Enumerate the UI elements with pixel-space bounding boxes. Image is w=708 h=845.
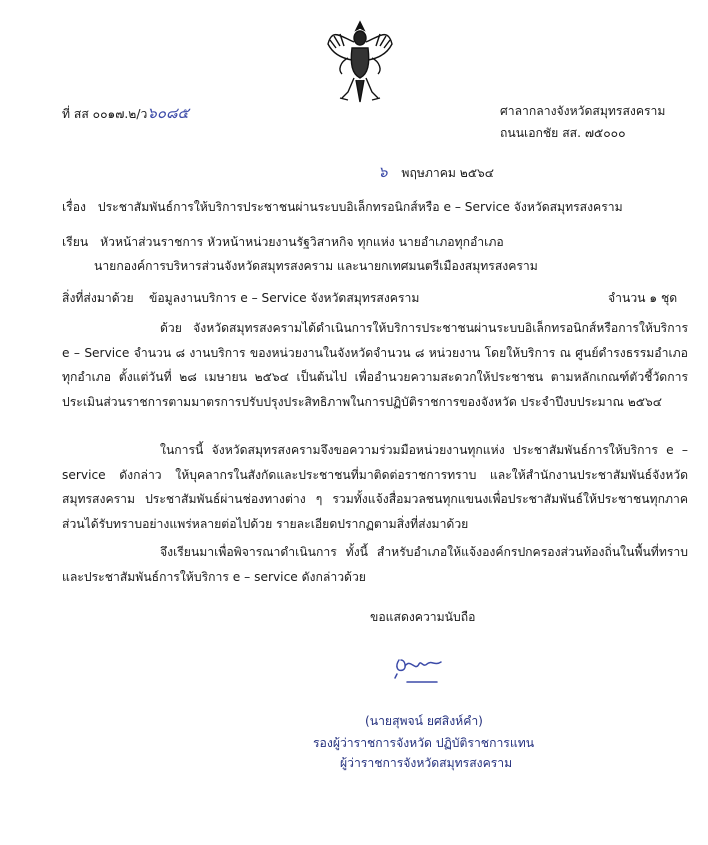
enclosure-text: ข้อมูลงานบริการ e – Service จังหวัดสมุทรสงคราม xyxy=(149,291,420,305)
signature-icon xyxy=(393,652,447,686)
office-address-line2: ถนนเอกชัย สส. ๗๕๐๐๐ xyxy=(500,126,626,140)
closing-regards: ขอแสดงความนับถือ xyxy=(370,610,476,624)
reference-prefix: ที่ สส ๐๐๑๗.๒/ว xyxy=(62,107,148,121)
subject-line xyxy=(62,198,623,217)
enclosure-label: สิ่งที่ส่งมาด้วย xyxy=(62,291,134,305)
signatory-name: (นายสุพจน์ ยศสิงห์คำ) xyxy=(365,714,483,728)
subject-text: ประชาสัมพันธ์การให้บริการประชาชนผ่านระบบอิเล็กทรอนิกส์หรือ e – Service จังหวัดสมุทรสงคราม xyxy=(97,200,623,214)
enclosure-count: จำนวน ๑ ชุด xyxy=(608,291,678,305)
office-address-line1: ศาลากลางจังหวัดสมุทรสงคราม xyxy=(500,104,666,118)
body-paragraph-3 xyxy=(62,540,688,589)
date-day-handwritten: ๖ xyxy=(378,163,388,181)
recipient-text2: นายกองค์การบริหารส่วนจังหวัดสมุทรสงคราม และนายกเทศมนตรีเมืองสมุทรสงคราม xyxy=(94,259,538,273)
letter-date xyxy=(378,160,494,184)
recipient-text1: หัวหน้าส่วนราชการ หัวหน้าหน่วยงานรัฐวิสาหกิจ ทุกแห่ง นายอำเภอทุกอำเภอ xyxy=(100,235,504,249)
reference-number xyxy=(62,101,189,125)
signatory-title-line2: ผู้ว่าราชการจังหวัดสมุทรสงคราม xyxy=(340,756,513,770)
date-month-year: พฤษภาคม ๒๕๖๔ xyxy=(401,166,495,180)
recipient-line1 xyxy=(62,233,504,252)
body-paragraph-2 xyxy=(62,438,688,536)
subject-label: เรื่อง xyxy=(62,200,86,214)
body-paragraph-2-text: ในการนี้ จังหวัดสมุทรสงครามจึงขอความร่วมมือหน่วยงานทุกแห่ง ประชาสัมพันธ์การให้บริการ e – service ดังกล่าว ให้บุคลากรในสังกัดและประชาชนที่มาติดต่อราชการทราบ และให้สำนักงานประชาสัมพันธ์จังหวัดสมุทรสงคราม ประชาสัมพันธ์ผ่านช่องทางต่าง ๆ รวมทั้งแจ้งสื่อมวลชนทุกแขนงเพื่อประชาสัมพันธ์ให้ประชาชนทุกภาคส่วนได้รับทราบอย่างแพร่หลายต่อไปด้วย รายละเอียดปรากฏตามสิ่งที่ส่งมาด้วย xyxy=(62,443,688,531)
reference-handwritten-number: ๖๐๘๕ xyxy=(147,104,189,122)
body-paragraph-1 xyxy=(62,316,688,414)
recipient-label: เรียน xyxy=(62,235,89,249)
body-paragraph-3-text: จึงเรียนมาเพื่อพิจารณาดำเนินการ ทั้งนี้ สำหรับอำเภอให้แจ้งองค์กรปกครองส่วนท้องถิ่นในพื้นที่ทราบและประชาสัมพันธ์การให้บริการ e – service ดังกล่าวด้วย xyxy=(62,545,688,584)
body-paragraph-1-text: ด้วย จังหวัดสมุทรสงครามได้ดำเนินการให้บริการประชาชนผ่านระบบอิเล็กทรอนิกส์หรือการให้บริการ e – Service จำนวน ๘ งานบริการ ของหน่วยงานในจังหวัดจำนวน ๘ หน่วยงาน โดยให้บริการ ณ ศูนย์ดำรงธรรมอำเภอ ทุกอำเภอ ตั้งแต่วันที่ ๒๘ เมษายน ๒๕๖๔ เป็นต้นไป เพื่ออำนวยความสะดวกให้ประชาชน ตามหลักเกณฑ์ตัวชี้วัดการประเมินส่วนราชการตามมาตรการปรับปรุงประสิทธิภาพในการปฏิบัติราชการของจังหวัด ประจำปีงบประมาณ ๒๕๖๔ xyxy=(62,321,688,409)
signatory-title-line1: รองผู้ว่าราชการจังหวัด ปฏิบัติราชการแทน xyxy=(313,736,535,750)
garuda-emblem-icon xyxy=(326,18,394,106)
